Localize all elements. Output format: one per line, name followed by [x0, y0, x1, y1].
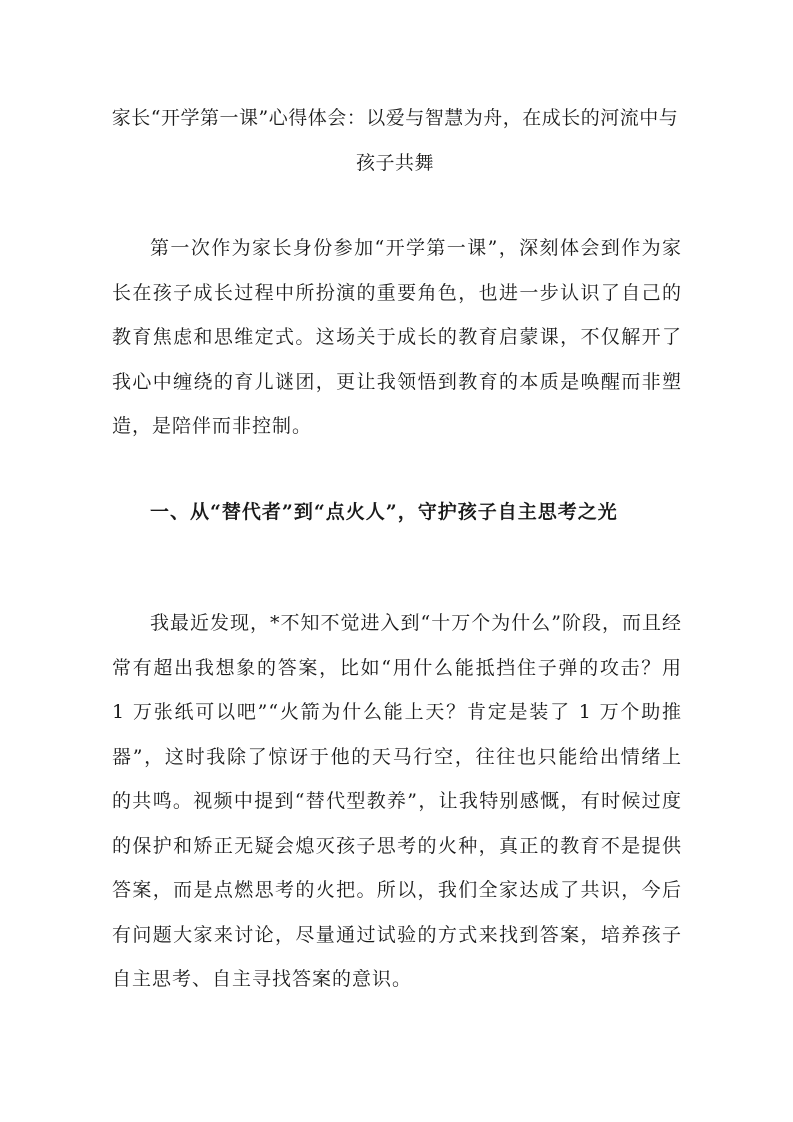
section-paragraph: 我最近发现，*不知不觉进入到“十万个为什么”阶段，而且经常有超出我想象的答案，比如“用什么能抵挡住子弹的攻击？用 1 万张纸可以吧”“火箭为什么能上天？肯定是装了 1 万个助推器”，这时我除了惊讶于他的天马行空，往往也只能给出情绪上的共鸣。视频中提到“替代型教养”，让我特别感慨，有时候过度的保护和矫正无疑会熄灭孩子思考的火种，真正的教育不是提供答案，而是点燃思考的火把。所以，我们全家达成了共识，今后有问题大家来讨论，尽量通过试验的方式来找到答案，培养孩子自主思考、自主寻找答案的意识。: [112, 612, 682, 990]
intro-paragraph: 第一次作为家长身份参加“开学第一课”，深刻体会到作为家长在孩子成长过程中所扮演的重要角色，也进一步认识了自己的教育焦虑和思维定式。这场关于成长的教育启蒙课，不仅解开了我心中缠绕的育儿谜团，更让我领悟到教育的本质是唤醒而非塑造，是陪伴而非控制。: [112, 237, 682, 437]
section-heading: 一、从“替代者”到“点火人”，守护孩子自主思考之光: [150, 501, 618, 523]
document-title: 家长“开学第一课”心得体会：以爱与智慧为舟，在成长的河流中与孩子共舞: [111, 107, 679, 174]
